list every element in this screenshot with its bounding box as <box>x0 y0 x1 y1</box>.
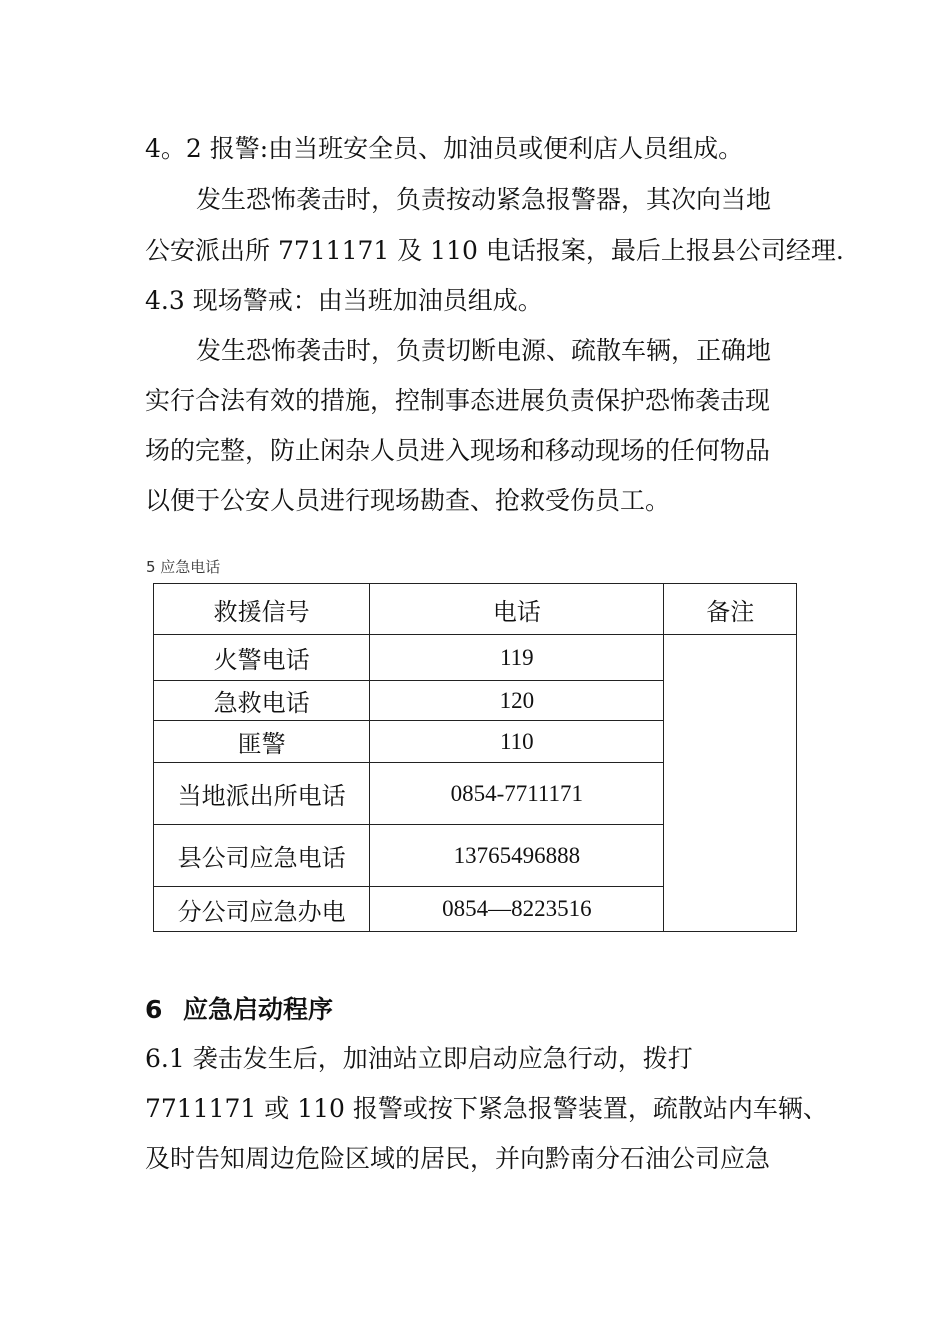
contact-phone-cell: 110 <box>370 721 664 763</box>
table-caption: 5 应急电话 <box>146 558 221 576</box>
column-header: 电话 <box>370 584 664 635</box>
paragraph-line: 6.1 袭击发生后，加油站立即启动应急行动，拨打 <box>145 1044 693 1073</box>
section-4-3-heading: 4.3 现场警戒：由当班加油员组成。 <box>145 286 543 315</box>
column-header: 救援信号 <box>154 584 370 635</box>
table-row <box>154 635 797 681</box>
contact-name-cell: 县公司应急电话 <box>154 825 370 887</box>
contact-phone-cell: 13765496888 <box>370 825 664 887</box>
contact-phone-cell: 119 <box>370 635 664 681</box>
contact-name-cell: 匪警 <box>154 721 370 763</box>
contact-name-cell: 急救电话 <box>154 681 370 721</box>
contact-name-cell: 火警电话 <box>154 635 370 681</box>
paragraph-line: 发生恐怖袭击时，负责切断电源、疏散车辆，正确地 <box>196 336 772 365</box>
section-number: 6 <box>145 995 163 1024</box>
paragraph-line: 公安派出所 7711171 及 110 电话报案，最后上报县公司经理. <box>145 236 844 265</box>
contact-phone-cell: 120 <box>370 681 664 721</box>
paragraph-line: 实行合法有效的措施，控制事态进展负责保护恐怖袭击现 <box>145 386 771 415</box>
contact-name-cell: 当地派出所电话 <box>154 763 370 825</box>
contact-phone-cell: 0854—8223516 <box>370 887 664 932</box>
column-header: 备注 <box>664 584 797 635</box>
paragraph-line: 7711171 或 110 报警或按下紧急报警装置，疏散站内车辆、 <box>145 1094 828 1123</box>
table-header-row <box>154 584 797 635</box>
paragraph-line: 场的完整，防止闲杂人员进入现场和移动现场的任何物品 <box>145 436 771 465</box>
contact-name-cell: 分公司应急办电 <box>154 887 370 932</box>
section-4-2-heading: 4。2 报警:由当班安全员、加油员或便利店人员组成。 <box>145 134 744 163</box>
paragraph-line: 及时告知周边危险区域的居民，并向黔南分石油公司应急 <box>145 1144 771 1173</box>
emergency-contacts-table <box>153 583 797 932</box>
paragraph-line: 发生恐怖袭击时，负责按动紧急报警器，其次向当地 <box>196 185 772 214</box>
remarks-cell <box>664 635 797 932</box>
section-6-heading <box>145 990 333 1026</box>
paragraph-line: 以便于公安人员进行现场勘查、抢救受伤员工。 <box>145 486 671 515</box>
section-title: 应急启动程序 <box>183 995 334 1024</box>
contact-phone-cell: 0854-7711171 <box>370 763 664 825</box>
